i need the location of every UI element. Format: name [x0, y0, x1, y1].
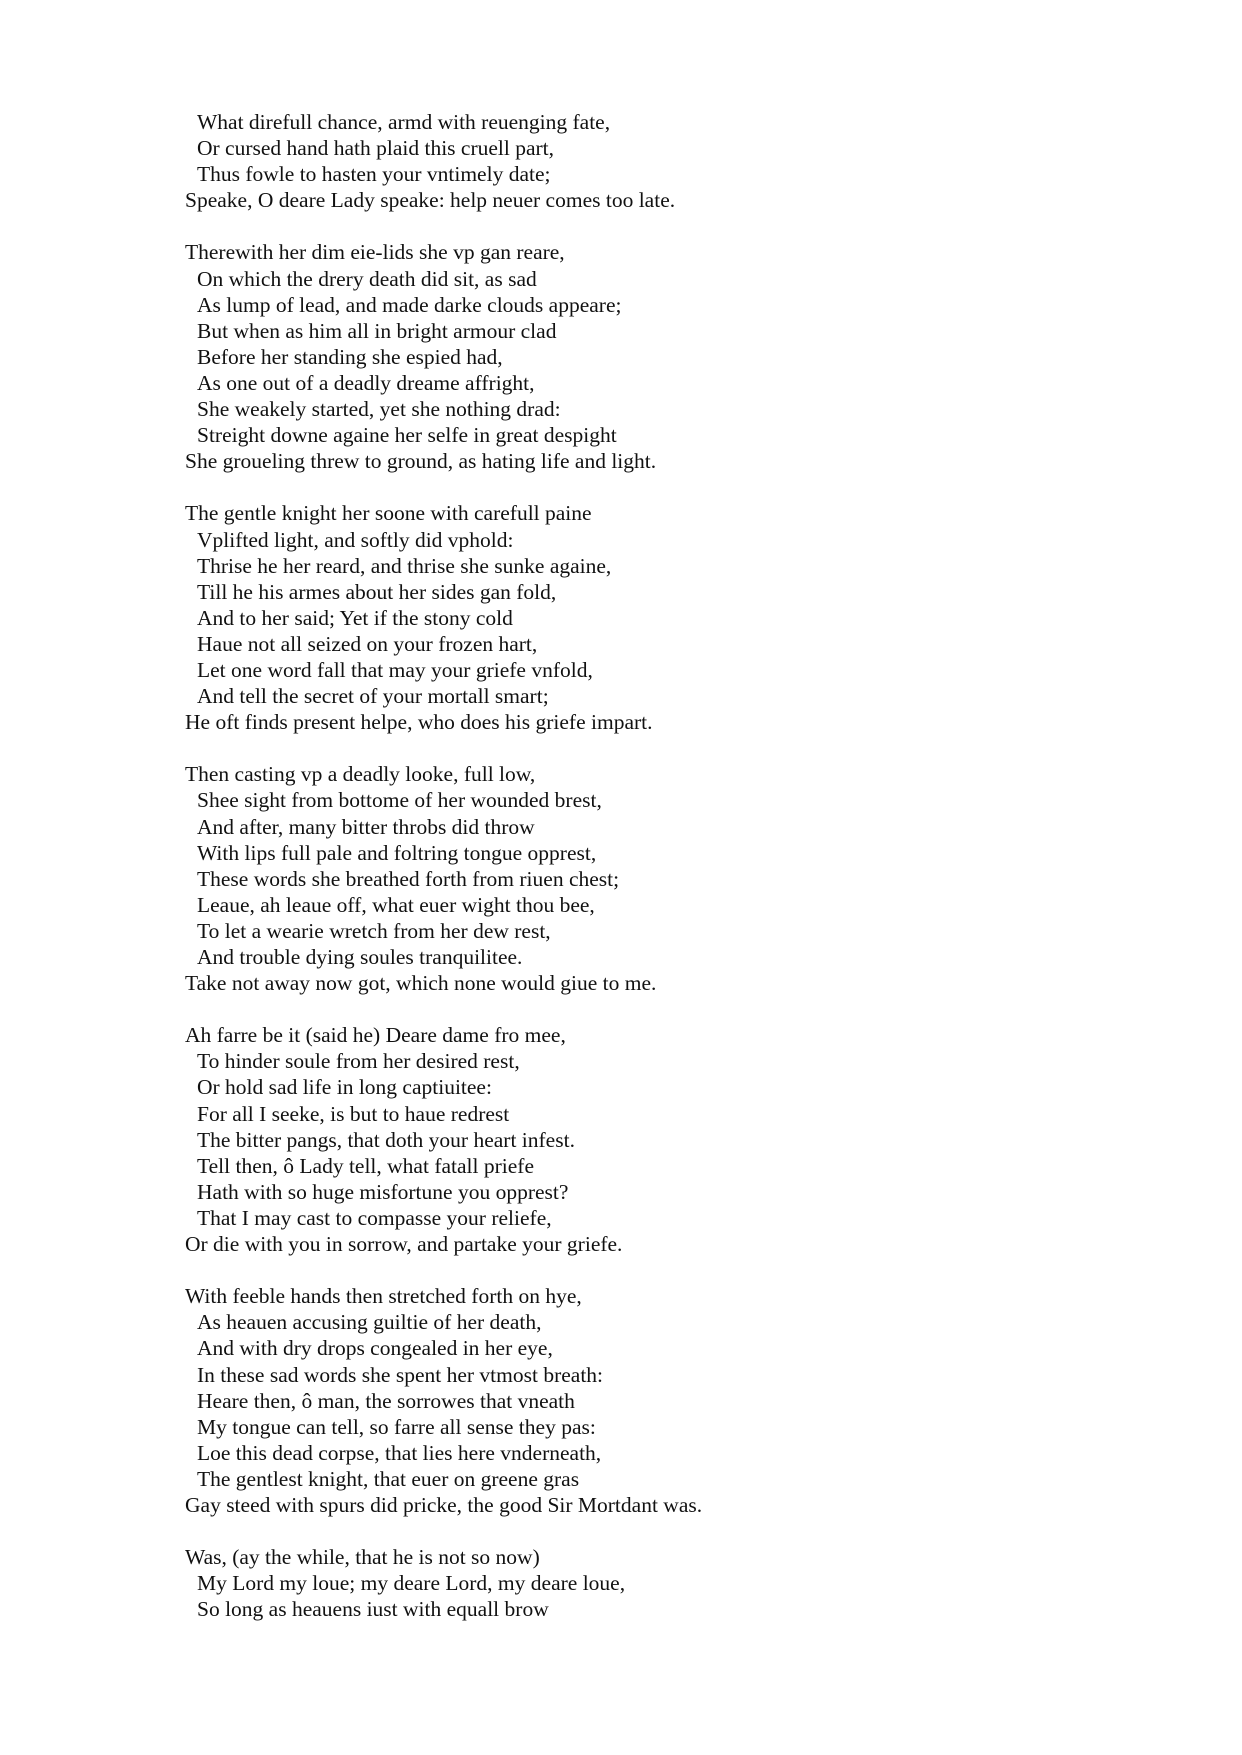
verse-line: On which the drery death did sit, as sad: [197, 266, 537, 291]
verse-line: Hath with so huge misfortune you opprest?: [197, 1179, 569, 1204]
verse-line: What direfull chance, armd with reuenging fate,: [197, 110, 611, 134]
poem-text: [185, 109, 1135, 1649]
verse-line: As one out of a deadly dreame affright,: [197, 370, 535, 395]
verse-line: She weakely started, yet she nothing drad:: [197, 397, 561, 422]
verse-line: Vplifted light, and softly did vphold:: [197, 527, 514, 552]
verse-line: Heare then, ô man, the sorrowes that vneath: [197, 1388, 575, 1413]
verse-line: Or die with you in sorrow, and partake your griefe.: [185, 1232, 623, 1257]
verse-line: And after, many bitter throbs did throw: [197, 814, 535, 839]
verse-line: As lump of lead, and made darke clouds appeare;: [197, 292, 622, 317]
verse-line: In these sad words she spent her vtmost breath:: [197, 1362, 604, 1387]
verse-line: And to her said; Yet if the stony cold: [197, 605, 513, 630]
verse-line: To let a wearie wretch from her dew rest,: [197, 918, 551, 943]
verse-line: For all I seeke, is but to haue redrest: [197, 1101, 510, 1126]
verse-line: He oft finds present helpe, who does his griefe impart.: [185, 710, 653, 735]
verse-line: Take not away now got, which none would giue to me.: [185, 971, 657, 996]
stanza: [185, 239, 1135, 474]
verse-line: The bitter pangs, that doth your heart infest.: [197, 1127, 575, 1152]
verse-line: And tell the secret of your mortall smart;: [197, 684, 549, 709]
verse-line: And with dry drops congealed in her eye,: [197, 1336, 553, 1361]
verse-line: Speake, O deare Lady speake: help neuer comes too late.: [185, 188, 676, 213]
verse-line: Haue not all seized on your frozen hart,: [197, 631, 538, 656]
verse-line: To hinder soule from her desired rest,: [197, 1049, 520, 1074]
verse-line: Was, (ay the while, that he is not so now): [185, 1545, 540, 1570]
verse-line: Or hold sad life in long captiuitee:: [197, 1075, 492, 1100]
stanza: [185, 1544, 1135, 1622]
verse-line: Streight downe againe her selfe in great despight: [197, 423, 617, 448]
verse-line: Thrise he her reard, and thrise she sunke againe,: [197, 553, 612, 578]
verse-line: Leaue, ah leaue off, what euer wight thou bee,: [197, 892, 595, 917]
verse-line: As heauen accusing guiltie of her death,: [197, 1310, 542, 1335]
verse-line: And trouble dying soules tranquilitee.: [197, 945, 523, 969]
stanza: [185, 1283, 1135, 1518]
stanza: [185, 109, 1135, 213]
verse-line: Gay steed with spurs did pricke, the good Sir Mortdant was.: [185, 1492, 703, 1517]
verse-line: Or cursed hand hath plaid this cruell part,: [197, 136, 555, 161]
verse-line: Therewith her dim eie-lids she vp gan reare,: [185, 240, 565, 265]
verse-line: Then casting vp a deadly looke, full low,: [185, 762, 536, 787]
stanza: [185, 500, 1135, 735]
verse-line: So long as heauens iust with equall brow: [197, 1597, 549, 1622]
verse-line: But when as him all in bright armour clad: [197, 318, 557, 343]
verse-line: She groueling threw to ground, as hating life and light.: [185, 449, 657, 474]
verse-line: Shee sight from bottome of her wounded brest,: [197, 788, 602, 813]
verse-line: Before her standing she espied had,: [197, 344, 503, 369]
verse-line: Tell then, ô Lady tell, what fatall priefe: [197, 1153, 534, 1178]
stanza: [185, 1022, 1135, 1257]
verse-line: Thus fowle to hasten your vntimely date;: [197, 162, 551, 187]
verse-line: Loe this dead corpse, that lies here vnderneath,: [197, 1440, 602, 1465]
verse-line: Ah farre be it (said he) Deare dame fro mee,: [185, 1023, 566, 1048]
verse-line: With lips full pale and foltring tongue opprest,: [197, 840, 597, 865]
verse-line: The gentle knight her soone with carefull paine: [185, 501, 592, 526]
verse-line: With feeble hands then stretched forth on hye,: [185, 1284, 582, 1309]
verse-line: My tongue can tell, so farre all sense they pas:: [197, 1414, 596, 1439]
verse-line: That I may cast to compasse your reliefe,: [197, 1205, 552, 1230]
verse-line: Let one word fall that may your griefe vnfold,: [197, 657, 593, 682]
verse-line: The gentlest knight, that euer on greene gras: [197, 1466, 580, 1491]
verse-line: Till he his armes about her sides gan fold,: [197, 579, 557, 604]
verse-line: My Lord my loue; my deare Lord, my deare loue,: [197, 1571, 626, 1596]
stanza: [185, 761, 1135, 996]
verse-line: These words she breathed forth from riuen chest;: [197, 866, 620, 891]
